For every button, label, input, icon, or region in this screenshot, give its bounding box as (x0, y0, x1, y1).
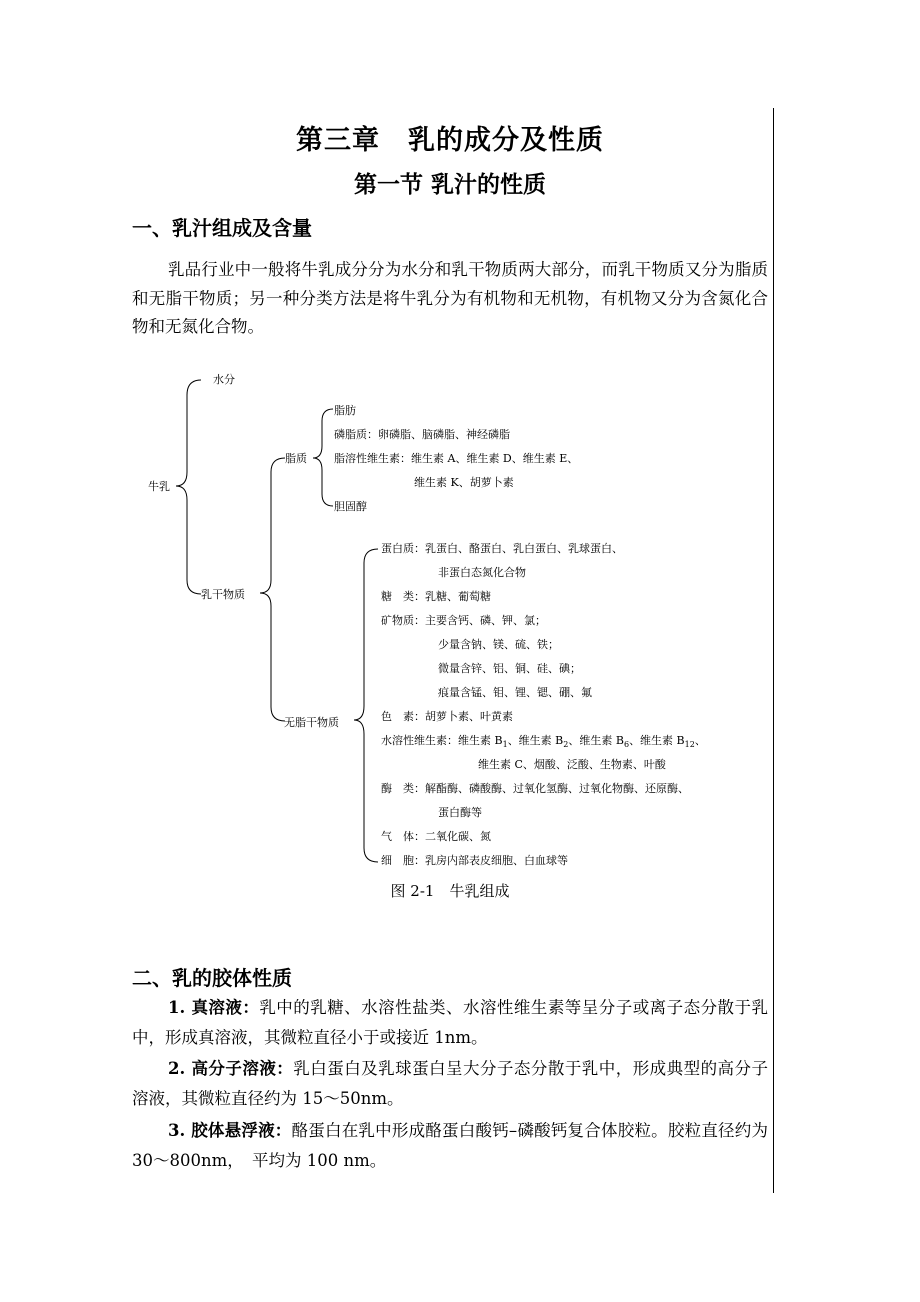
item-true-solution: 1. 真溶液：乳中的乳糖、水溶性盐类、水溶性维生素等呈分子或离子态分散于乳中，形成真溶液，其微粒直径小于或接近 1nm。 (132, 998, 768, 1047)
node-dry-matter: 乳干物质 (201, 588, 245, 601)
figure-caption: 图 2-1 牛乳组成 (390, 882, 510, 900)
nonfat-cells: 细 胞：乳房内部表皮细胞、白血球等 (381, 854, 568, 867)
lipid-fat: 脂肪 (334, 404, 356, 417)
intro-paragraph: 乳品行业中一般将牛乳成分分为水分和乳干物质两大部分，而乳干物质又分为脂质和无脂干物质；另一种分类方法是将牛乳分为有机物和无机物，有机物又分为含氮化合物和无氮化合物。 (132, 260, 768, 336)
nonfat-mineral: 矿物质：主要含钙、磷、钾、氯； (381, 614, 546, 627)
bracket-dry-matter (260, 458, 285, 721)
node-milk: 牛乳 (148, 480, 170, 493)
bracket-root (176, 380, 201, 594)
nonfat-mineral-trace: 微量含锌、铝、铜、硅、碘； (438, 662, 581, 675)
nonfat-protein-cont: 非蛋白态氮化合物 (438, 566, 526, 579)
nonfat-water-soluble-vitamins-cont: 维生素 C、烟酸、泛酸、生物素、叶酸 (478, 758, 666, 771)
bracket-lipid (313, 409, 333, 506)
item-polymer-solution: 2. 高分子溶液：乳白蛋白及乳球蛋白呈大分子态分散于乳中，形成典型的高分子溶液，其微粒直径约为 15～50nm。 (132, 1059, 768, 1108)
nonfat-mineral-minor: 少量含钠、镁、硫、铁； (438, 638, 559, 651)
nonfat-enzymes-cont: 蛋白酶等 (438, 806, 482, 819)
node-water: 水分 (213, 373, 235, 386)
nonfat-sugar: 糖 类：乳糖、葡萄糖 (381, 590, 491, 603)
heading-composition: 一、乳汁组成及含量 (132, 216, 312, 240)
chapter-title: 第三章 乳的成分及性质 (296, 125, 604, 156)
nonfat-mineral-ultratrace: 痕量含锰、钼、锂、锶、硼、氟 (438, 686, 592, 699)
section-title: 第一节 乳汁的性质 (353, 172, 546, 198)
node-lipid: 脂质 (285, 452, 307, 465)
nonfat-water-soluble-vitamins: 水溶性维生素：维生素 $B_1$、维生素 $B_2$、维生素 $B_6$、维生素 $B_{12}$、 (381, 734, 706, 750)
item-colloid-suspension: 3. 胶体悬浮液：酪蛋白在乳中形成酪蛋白酸钙–磷酸钙复合体胶粒。胶粒直径约为 30～800nm， 平均为 100 nm。 (132, 1121, 768, 1170)
heading-colloid: 二、乳的胶体性质 (132, 966, 292, 990)
lipid-phospholipid: 磷脂质：卵磷脂、脑磷脂、神经磷脂 (334, 428, 510, 441)
nonfat-protein: 蛋白质：乳蛋白、酪蛋白、乳白蛋白、乳球蛋白、 (381, 542, 623, 555)
nonfat-pigment: 色 素：胡萝卜素、叶黄素 (381, 710, 513, 723)
lipid-fat-soluble-vitamins: 脂溶性维生素：维生素 A、维生素 D、维生素 E、 (334, 452, 579, 465)
nonfat-enzymes: 酶 类：解酯酶、磷酸酶、过氧化氢酶、过氧化物酶、还原酶、 (381, 782, 689, 795)
lipid-cholesterol: 胆固醇 (334, 500, 367, 513)
lipid-fat-soluble-vitamins-cont: 维生素 K、胡萝卜素 (414, 476, 514, 489)
bracket-nonfat (354, 549, 378, 862)
nonfat-gas: 气 体：二氧化碳、氮 (381, 830, 491, 843)
node-nonfat-solids: 无脂干物质 (284, 716, 339, 729)
